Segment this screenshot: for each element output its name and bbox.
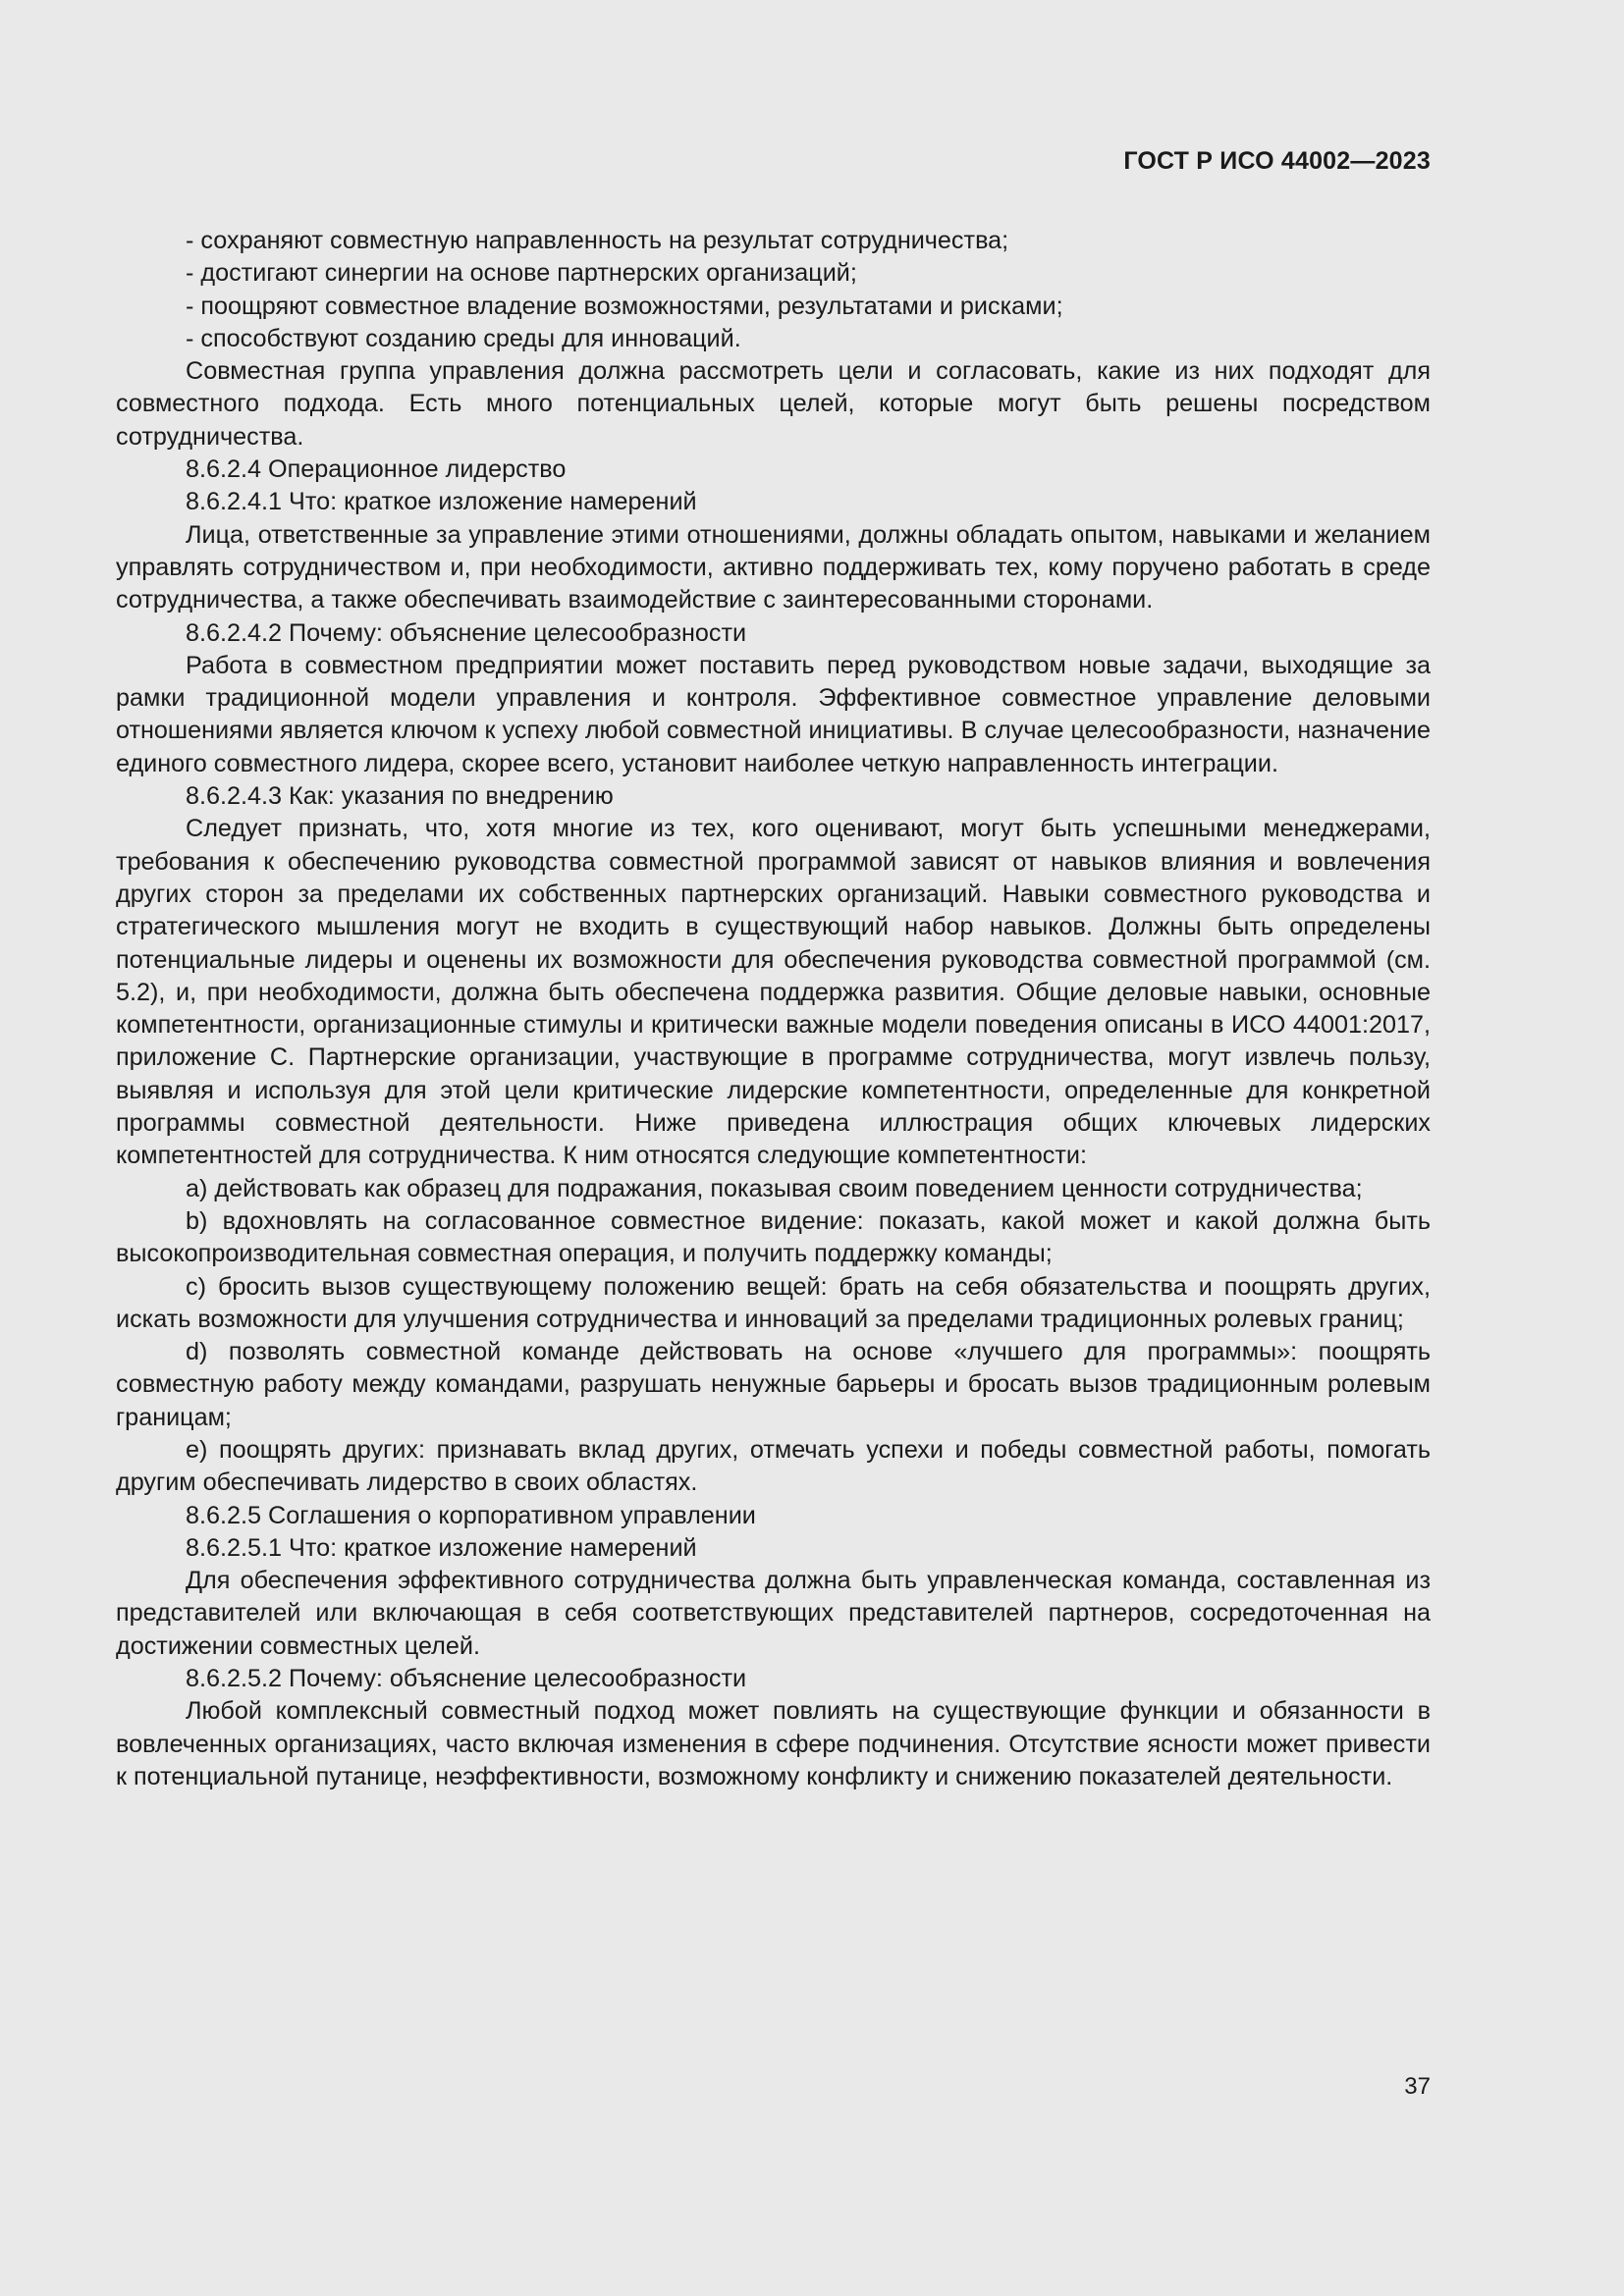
body-paragraph: c) бросить вызов существующему положению вещей: брать на себя обязательства и поощрять других, искать возможности для улучшения сотрудничества и инноваций за пределами традиционных ролевых границ; (116, 1272, 1431, 1333)
list-item: - сохраняют совместную направленность на результат сотрудничества; (186, 227, 1009, 254)
body-paragraph: Совместная группа управления должна рассмотреть цели и согласовать, какие из них подходят для совместного подхода. Есть много потенциальных целей, которые могут быть решены посредством сотрудничества. (116, 357, 1431, 451)
body-paragraph: e) поощрять других: признавать вклад других, отмечать успехи и победы совместной работы, помогать другим обеспечивать лидерство в своих областях. (116, 1435, 1431, 1497)
body-paragraph: Следует признать, что, хотя многие из тех, кого оценивают, могут быть успешными менеджерами, требования к обеспечению руководства совместной программой зависят от навыков влияния и вовлечения других сторон за пределами их собственных партнерских организаций. Навыки совместного руководства и стратегического мышления могут не входить в существующий набор навыков. Должны быть определены потенциальные лидеры и оценены их возможности для обеспечения руководства совместной программой (см. 5.2), и, при необходимости, должна быть обеспечена поддержка развития. Общие деловые навыки, основные компетентности, организационные стимулы и критически важные модели поведения описаны в ИСО 44001:2017, приложение С. Партнерские организации, участвующие в программе сотрудничества, могут извлечь пользу, выявляя и используя для этой цели критические лидерские компетентности, определенные для конкретной программы совместной деятельности. Ниже приведена иллюстрация общих ключевых лидерских компетентностей для сотрудничества. К ним относятся следующие компетентности: (116, 815, 1431, 1170)
section-heading: 8.6.2.4.1 Что: краткое изложение намерений (186, 488, 697, 516)
section-heading: 8.6.2.4.3 Как: указания по внедрению (186, 782, 614, 811)
body-paragraph: Любой комплексный совместный подход может повлиять на существующие функции и обязанности в вовлеченных организациях, часто включая изменения в сфере подчинения. Отсутствие ясности может привести к потенциальной путанице, неэффективности, возможному конфликту и снижению показателей деятельности. (116, 1697, 1431, 1790)
body-paragraph: Лица, ответственные за управление этими отношениями, должны обладать опытом, навыками и желанием управлять сотрудничеством и, при необходимости, активно поддерживать тех, кому поручено работать в среде сотрудничества, а также обеспечивать взаимодействие с заинтересованными сторонами. (116, 520, 1431, 614)
list-item: - способствуют созданию среды для инноваций. (186, 324, 741, 352)
body-paragraph: d) позволять совместной команде действовать на основе «лучшего для программы»: поощрять совместную работу между командами, разрушать ненужные барьеры и бросать вызов традиционным ролевым границам; (116, 1338, 1431, 1431)
section-heading: 8.6.2.5.1 Что: краткое изложение намерений (186, 1533, 697, 1562)
document-header (116, 147, 1431, 176)
document-id: ГОСТ Р ИСО 44002—2023 (1123, 147, 1431, 175)
section-heading: 8.6.2.5 Соглашения о корпоративном управлении (186, 1501, 756, 1529)
list-item: - поощряют совместное владение возможностями, результатами и рисками; (186, 292, 1063, 320)
list-item: - достигают синергии на основе партнерских организаций; (186, 259, 857, 288)
body-paragraph: a) действовать как образец для подражания, показывая своим поведением ценности сотрудничества; (186, 1174, 1363, 1202)
page-number: 37 (1404, 2073, 1431, 2100)
body-paragraph: b) вдохновлять на согласованное совместное видение: показать, какой может и какой должна быть высокопроизводительная совместная операция, и получить поддержку команды; (116, 1206, 1431, 1268)
section-heading: 8.6.2.5.2 Почему: объяснение целесообразности (186, 1665, 747, 1693)
document-body (116, 225, 1431, 1793)
section-heading: 8.6.2.4 Операционное лидерство (186, 455, 567, 484)
body-paragraph: Для обеспечения эффективного сотрудничества должна быть управленческая команда, составленная из представителей или включающая в себя соответствующих представителей партнеров, сосредоточенная на достижении совместных целей. (116, 1567, 1431, 1660)
body-paragraph: Работа в совместном предприятии может поставить перед руководством новые задачи, выходящие за рамки традиционной модели управления и контроля. Эффективное совместное управление деловыми отношениями является ключом к успеху любой совместной инициативы. В случае целесообразности, назначение единого совместного лидера, скорее всего, установит наиболее четкую направленность интеграции. (116, 651, 1431, 777)
section-heading: 8.6.2.4.2 Почему: объяснение целесообразности (186, 618, 747, 647)
